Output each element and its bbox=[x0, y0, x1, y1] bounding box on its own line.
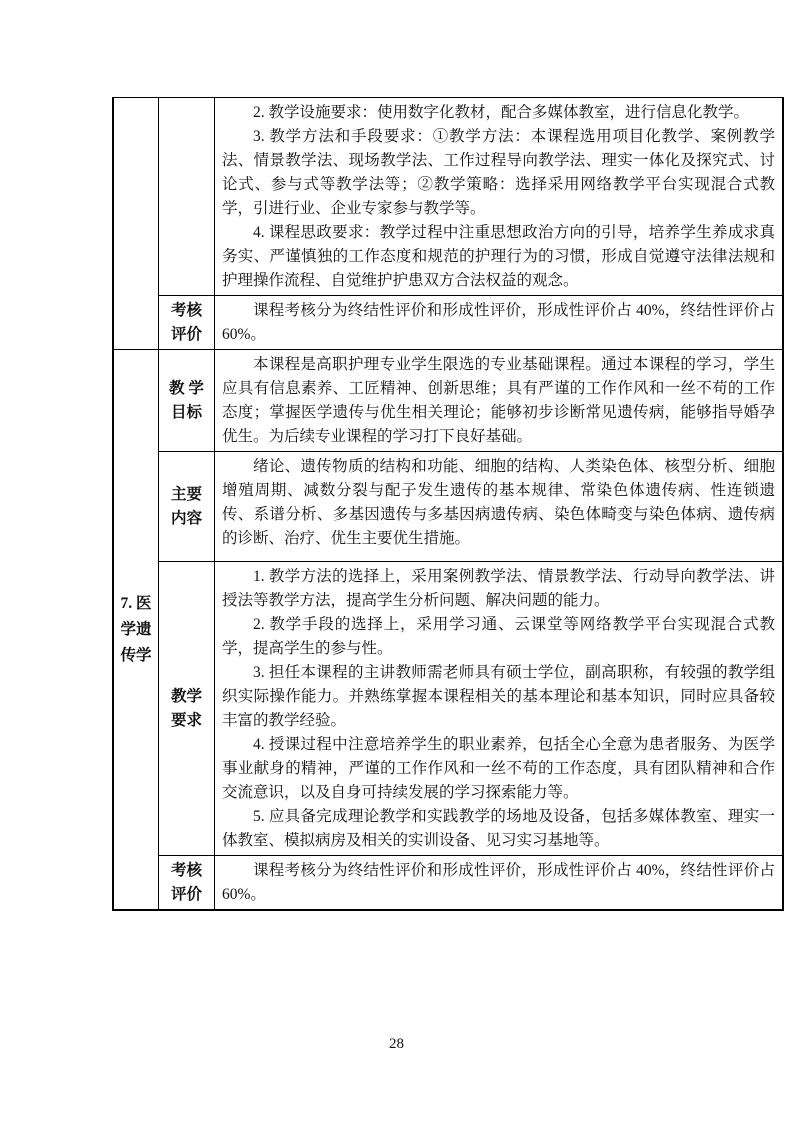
row-header-line: 教 学 bbox=[169, 379, 204, 397]
row-header-line: 教学 bbox=[170, 687, 202, 705]
paragraph: 1. 教学方法的选择上，采用案例教学法、情景教学法、行动导向教学法、讲授法等教学方法，提高学生分析问题、解决问题的能力。 bbox=[222, 568, 775, 609]
paragraph: 4. 课程思政要求：教学过程中注重思想政治方向的引导，培养学生养成求真务实、严谨慎独的工作态度和规范的护理行为的习惯，形成自觉遵守法律法规和护理操作流程、自觉维护护患双方合法权益的观念。 bbox=[222, 224, 775, 289]
course-name-line: 学遗 bbox=[120, 620, 152, 638]
row-content bbox=[215, 296, 782, 349]
course-outline-table bbox=[112, 97, 784, 911]
course7-section bbox=[114, 349, 782, 909]
row-header bbox=[159, 350, 215, 451]
row-header-line: 考核 bbox=[170, 301, 202, 319]
paragraph: 2. 教学设施要求：使用数字化教材，配合多媒体教室，进行信息化教学。 bbox=[253, 104, 750, 121]
row-header bbox=[159, 856, 215, 909]
paragraph: 课程考核分为终结性评价和形成性评价，形成性评价占 40%，终结性评价占 60%。 bbox=[222, 862, 775, 903]
paragraph: 绪论、遗传物质的结构和功能、细胞的结构、人类染色体、核型分析、细胞增殖周期、减数分裂与配子发生遗传的基本规律、常染色体遗传病、性连锁遗传、系谱分析、多基因遗传与多基因病遗传病、染色体畸变与染色体病、遗传病的诊断、治疗、优生主要优生措施。 bbox=[222, 458, 775, 547]
row-content bbox=[215, 452, 782, 561]
course-name-cell-empty bbox=[114, 98, 159, 349]
row-content bbox=[215, 856, 782, 909]
row-content bbox=[215, 98, 782, 295]
paragraph: 3. 教学方法和手段要求：①教学方法：本课程选用项目化教学、案例教学法、情景教学法、现场教学法、工作过程导向教学法、理实一体化及探究式、讨论式、参与式等教学法等；②教学策略：选择采用网络教学平台实现混合式教学，引进行业、企业专家参与教学等。 bbox=[222, 128, 775, 217]
table-row bbox=[159, 855, 782, 909]
paragraph: 3. 担任本课程的主讲教师需老师具有硕士学位，副高职称，有较强的教学组织实际操作能力。并熟练掌握本课程相关的基本理论和基本知识，同时应具备较丰富的教学经验。 bbox=[222, 664, 775, 729]
row-header-line: 目标 bbox=[170, 403, 202, 421]
table-row bbox=[159, 451, 782, 561]
course-name-line: 传学 bbox=[120, 646, 152, 664]
paragraph: 本课程是高职护理专业学生限选的专业基础课程。通过本课程的学习，学生应具有信息素养、工匠精神、创新思维；具有严谨的工作作风和一丝不苟的工作态度；掌握医学遗传与优生相关理论；能够初步诊断常见遗传病，能够指导婚孕优生。为后续专业课程的学习打下良好基础。 bbox=[222, 356, 775, 445]
previous-course-rows bbox=[159, 98, 782, 349]
page-number: 28 bbox=[389, 1036, 404, 1052]
row-header bbox=[159, 562, 215, 855]
row-header-line: 考核 bbox=[170, 861, 202, 879]
table-row bbox=[159, 295, 782, 349]
row-content bbox=[215, 562, 782, 855]
table-row bbox=[159, 561, 782, 855]
previous-course-section bbox=[114, 98, 782, 349]
table-row bbox=[159, 350, 782, 451]
course-name-cell bbox=[114, 350, 159, 909]
paragraph: 4. 授课过程中注意培养学生的职业素养，包括全心全意为患者服务、为医学事业献身的精神，严谨的工作作风和一丝不苟的工作态度，具有团队精神和合作交流意识，以及自身可持续发展的学习探索能力等。 bbox=[222, 736, 775, 801]
table-row bbox=[159, 98, 782, 295]
row-header bbox=[159, 98, 215, 295]
row-header-line: 主要 bbox=[170, 485, 202, 503]
row-header bbox=[159, 296, 215, 349]
course7-rows bbox=[159, 350, 782, 909]
row-header-line: 内容 bbox=[170, 509, 202, 527]
paragraph: 课程考核分为终结性评价和形成性评价，形成性评价占 40%，终结性评价占 60%。 bbox=[222, 302, 775, 343]
paragraph: 5. 应具备完成理论教学和实践教学的场地及设备，包括多媒体教室、理实一体教室、模拟病房及相关的实训设备、见习实习基地等。 bbox=[222, 808, 775, 849]
row-header-line: 要求 bbox=[170, 711, 202, 729]
row-header bbox=[159, 452, 215, 561]
row-header-line: 评价 bbox=[170, 885, 202, 903]
paragraph: 2. 教学手段的选择上，采用学习通、云课堂等网络教学平台实现混合式教学，提高学生的参与性。 bbox=[222, 616, 775, 657]
row-header-line: 评价 bbox=[170, 325, 202, 343]
row-content bbox=[215, 350, 782, 451]
course-name-line: 7. 医 bbox=[120, 594, 152, 612]
